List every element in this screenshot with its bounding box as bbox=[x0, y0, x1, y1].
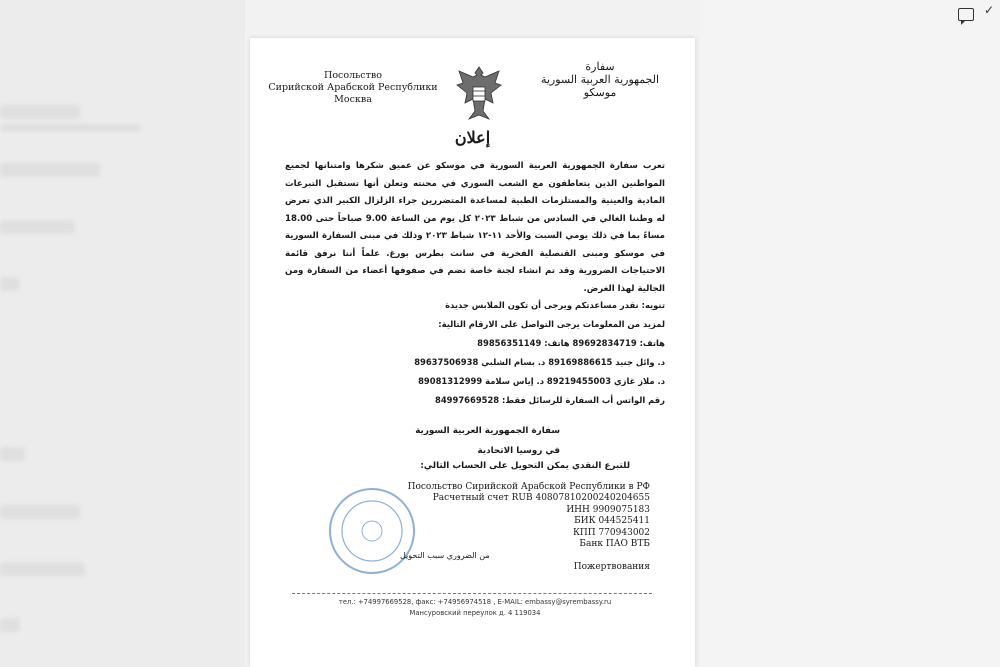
signature-line: سفارة الجمهورية العربية السورية bbox=[415, 426, 560, 436]
syrian-eagle-emblem-icon bbox=[455, 63, 503, 123]
letter-footer bbox=[290, 597, 660, 619]
phone-line: هاتف: 89692834719 هاتف: 89856351149 bbox=[477, 338, 665, 348]
russian-letterhead bbox=[268, 70, 438, 106]
sidebar-blur-row bbox=[0, 220, 75, 234]
ru-header-line: Москва bbox=[334, 94, 372, 105]
bank-line: من الضروري سبب التحويل bbox=[400, 551, 490, 561]
announcement-body bbox=[285, 158, 665, 298]
ru-header-line: Сирийской Арабской Республики bbox=[268, 82, 438, 93]
signature-line: في روسيا الاتحادية bbox=[477, 446, 560, 456]
footer-contacts: тел.: +74997669528, факс: +74956974518 , E-MAIL: embassy@syrembassy.ru bbox=[338, 598, 612, 606]
contact-notes bbox=[285, 296, 665, 410]
sidebar-blur-row bbox=[0, 562, 85, 576]
embassy-signature bbox=[340, 421, 560, 461]
footer-address: Мансуровский переулок д. 4 119034 bbox=[409, 609, 541, 617]
sidebar-blur-row bbox=[0, 163, 100, 177]
blurred-sidebar bbox=[0, 0, 245, 667]
donation-heading: للتبرع النقدي يمكن التحويل على الحساب التالي: bbox=[420, 461, 630, 471]
sidebar-blur-row bbox=[0, 277, 20, 291]
phone-line: د. ملاز غازي 89219455003 د. إياس سلامة 89081312999 bbox=[418, 376, 665, 386]
bank-line: ИНН 9909075183 bbox=[566, 504, 650, 515]
phone-line: رقم الواتس أب السفارة للرسائل فقط: 84997669528 bbox=[435, 395, 665, 405]
bank-line: Банк ПАО ВТБ bbox=[579, 539, 650, 550]
body-paragraph: تعرب سفارة الجمهورية العربية السورية في موسكو عن عميق شكرها وامتنانها لجميع المواطنين الذين يتعاطفون مع الشعب السوري في محنته وتعلن أنها تستقبل التبرعات المادية والعينية والمستلزمات الطبية لمساعدة المتضررين جراء الزلزال الكبير الذي تعرض له وطننا الغالي في السادس من شباط ٢٠٢٣ كل يوم من الساعة 9.00 صباحاً حتى 18.00 مساءً بما في ذلك يومي السبت والأحد ١١-١٢ شباط ٢٠٢٣ وذلك في مبنى السفارة السورية في موسكو ومبنى القنصلية الفخرية في سانت بطرس بورغ. علماً أننا نرفق قائمة الاحتياجات الضرورية وقد تم انشاء لجنة خاصة تضم في صفوفها أعضاء من السفارة ومن الجالية لهذا الغرض. bbox=[285, 161, 665, 294]
right-panel bbox=[700, 0, 1000, 667]
arabic-letterhead bbox=[535, 60, 665, 99]
bank-line: КПП 770943002 bbox=[572, 527, 650, 538]
announcement-document bbox=[250, 38, 695, 667]
sidebar-blur-row bbox=[0, 124, 140, 132]
bank-line: БИК 044525411 bbox=[574, 516, 650, 527]
ar-header-line: موسكو bbox=[583, 86, 617, 99]
bank-line: Посольство Сирийской Арабской Республики в РФ bbox=[407, 482, 650, 492]
sidebar-blur-row bbox=[0, 505, 80, 519]
comment-icon[interactable] bbox=[958, 8, 974, 21]
sidebar-blur-row bbox=[0, 618, 20, 632]
bank-line: Пожертвования bbox=[573, 561, 650, 572]
sidebar-blur-row bbox=[0, 447, 25, 461]
ar-header-line: الجمهورية العربية السورية bbox=[540, 73, 660, 86]
phone-line: د. وائل جنيد 89169886615 د. بسام الشلبي 89637506938 bbox=[414, 357, 665, 367]
note-line: تنويه: نقدر مساعدتكم ويرجى أن تكون الملابس جديدة bbox=[445, 300, 665, 310]
ar-header-line: سفارة bbox=[585, 60, 615, 73]
footer-divider bbox=[292, 593, 652, 594]
checkmark-icon[interactable]: ✓ bbox=[983, 3, 994, 17]
more-info-line: لمزيد من المعلومات يرجى التواصل على الارقام التالية: bbox=[438, 319, 665, 329]
sidebar-blur-row bbox=[0, 105, 80, 119]
bank-details bbox=[400, 482, 650, 573]
ru-header-line: Посольство bbox=[324, 70, 382, 81]
bank-line: Расчетный счет RUB 40807810200240204655 bbox=[432, 493, 650, 504]
announcement-title: إعلان bbox=[454, 128, 491, 147]
